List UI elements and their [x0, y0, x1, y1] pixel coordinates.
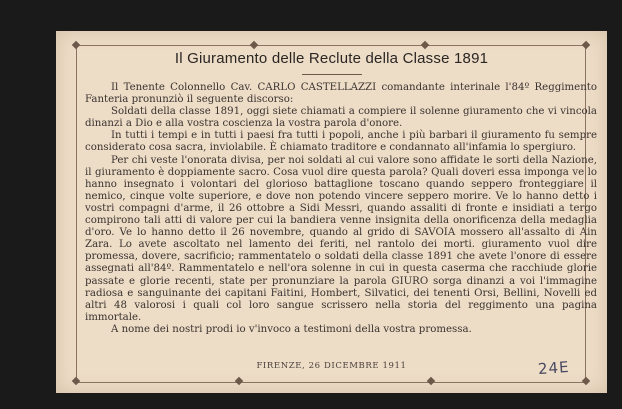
paragraph: Per chi veste l'onorata divisa, per noi soldati al cui valore sono affidate le sorti della Nazione, il giuramento è doppiamente sacro. Cosa vuol dire questa parola? Quali doveri essa imponga ve lo hanno insegnato i volontari del glorioso battaglione toscano quando seppero fronteggiare il nemico, cinque volte superiore, e dove non potendo vincere seppero morire. Ve lo hanno detto i vostri compagni d'arme, il 26 ottobre a Sidi Messri, quando assaliti di fronte e insidiati a tergo compirono tali atti di valore per cui la bandiera venne insignita della onorificenza della medaglia d'oro. Ve lo hanno detto il 26 novembre, quando al grido di SAVOIA mossero all'assalto di Ain Zara. Lo avete ascoltato nel lamento dei feriti, nel rantolo dei morti. giuramento vuol dire promessa, dovere, sacrificio; rammentatelo o soldati della classe 1891 che avete l'onore di essere assegnati all'84º. Rammentatelo e nell'ora solenne in cui in questa caserma che racchiude glorie passate e glorie recenti, state per pronunziare la parola GIURO sorga dinanzi a voi l'immagine radiosa e sanguinante dei capitani Faitini, Hombert, Silvatici, dei tenenti Orsi, Bellini, Novelli ed altri 48 valorosi i quali col loro sangue scrissero nella storia del reggimento una pagina immortale. [85, 154, 597, 323]
paragraph: Il Tenente Colonnello Cav. CARLO CASTELLAZZI comandante interinale l'84º Reggimento Fanteria pronunziò il seguente discorso: [85, 82, 597, 106]
page-title: Il Giuramento delle Reclute della Classe 1891 [174, 50, 489, 67]
paragraph: Soldati della classe 1891, oggi siete chiamati a compiere il solenne giuramento che vi vincola dinanzi a Dio e alla vostra coscienza la vostra parola d'onore. [85, 106, 597, 130]
paragraph: A nome dei nostri prodi io v'invoco a testimoni della vostra promessa. [111, 323, 472, 335]
title-rule [302, 74, 362, 75]
speech-text [85, 82, 597, 336]
postcard [56, 31, 607, 393]
handwritten-note: 24E [537, 357, 571, 379]
paragraph: In tutti i tempi e in tutti i paesi fra tutti i popoli, anche i più barbari il giuramento fu sempre considerato cosa sacra, inviolabile. È chiamato traditore e condannato all'infamia lo spergiuro. [85, 130, 597, 154]
frame-corner-ornament [582, 377, 590, 385]
place-date: FIRENZE, 26 DICEMBRE 1911 [256, 361, 407, 371]
